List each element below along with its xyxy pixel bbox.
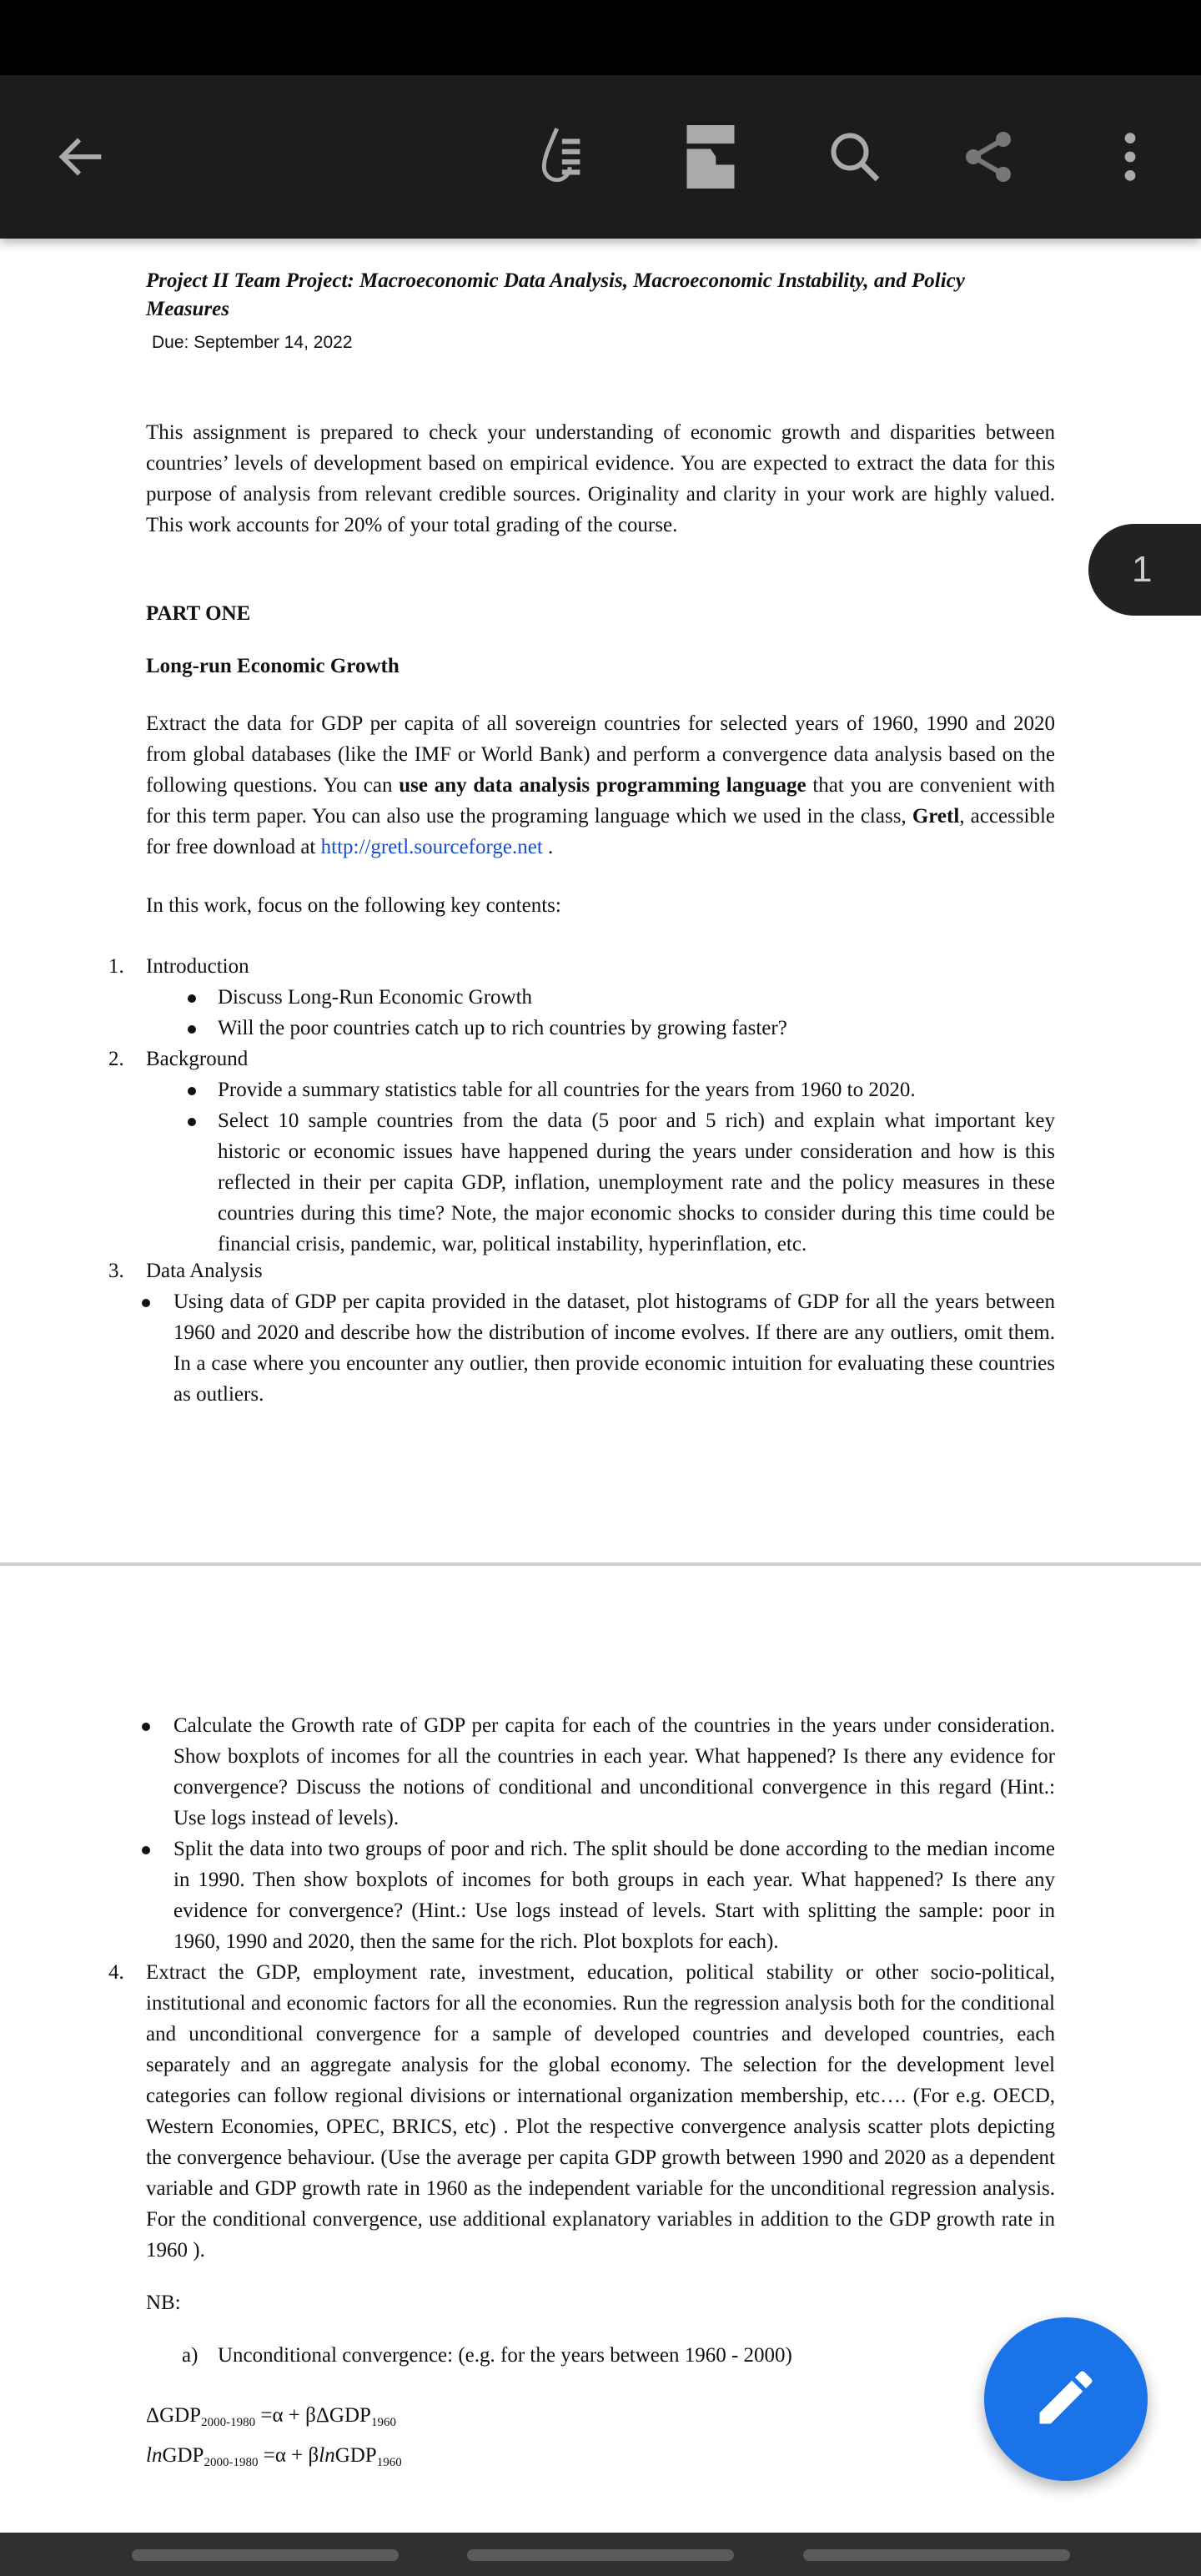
section-heading: Long-run Economic Growth: [146, 655, 399, 677]
page-separator: [0, 1562, 1201, 1566]
part-heading: PART ONE: [146, 602, 251, 625]
nav-pill[interactable]: [803, 2549, 1070, 2561]
equation-log: lnGDP$_{2000-1980}$ =α + βlnGDP$_{1960}$: [146, 2444, 402, 2469]
equation-delta: $\Delta GDP_{2000-1980} =\alpha + \beta\Delta GDP_{1960}$: [146, 2404, 396, 2429]
bullet-icon: [142, 1299, 150, 1307]
list-letter: a): [182, 2344, 198, 2367]
list-bullet: Will the poor countries catch up to rich countries by growing faster?: [218, 1017, 787, 1039]
extract-paragraph: Extract the data for GDP per capita of all sovereign countries for selected years of 1960, 1990 and 2020 from global databases (like the IMF or World Bank) and perform a convergence data analysis based on the following questions. You can use any data analysis programming language that you are convenient with for this term paper. You can also use the programing language which we used in the class, Gretl, accessible for free download at http://gretl.sourceforge.net .: [146, 712, 1055, 858]
bullet-icon: [188, 1087, 196, 1095]
edit-button[interactable]: [984, 2317, 1148, 2481]
list-bullet: Provide a summary statistics table for all countries for the years from 1960 to 2020.: [218, 1079, 916, 1101]
nav-pill[interactable]: [467, 2549, 734, 2561]
due-date: Due: September 14, 2022: [152, 333, 353, 352]
bullet-icon: [142, 1846, 150, 1854]
list-number: 3.: [108, 1260, 124, 1282]
list-number: 1.: [108, 955, 124, 978]
bullet-icon: [188, 1025, 196, 1034]
more-vert-icon[interactable]: [1097, 123, 1163, 190]
edit-pencil-icon: [1031, 2362, 1101, 2437]
list-bullet: Discuss Long-Run Economic Growth: [218, 986, 533, 1009]
unconditional-convergence-text: Unconditional convergence: (e.g. for the years between 1960 - 2000): [218, 2344, 792, 2367]
bullet-icon: [188, 1118, 196, 1126]
status-bar: [0, 0, 1201, 75]
nav-pill[interactable]: [132, 2549, 399, 2561]
toolbar: [0, 75, 1201, 239]
page-layout-icon[interactable]: [677, 123, 744, 190]
list-bullet: Select 10 sample countries from the data (5 poor and 5 rich) and explain what important key historic or economic issues have happened during the years under consideration and how is this reflected in their per capita GDP, inflation, unemployment rate and the policy measures in these countries during this time? Note, the major economic shocks to consider during this time could be financial crisis, pandemic, war, political instability, hyperinflation, etc.: [218, 1109, 1055, 1255]
list-bullet: Split the data into two groups of poor and rich. The split should be done according to the median income in 1990. Then show boxplots of incomes for both groups in each year. What happened? Is there any evidence for convergence? (Hint.: Use logs instead of levels. Start with splitting the sample: poor in 1960, 1990 and 2020, then the same for the rich. Plot boxplots for each).: [173, 1838, 1055, 1953]
system-nav-bar: [0, 2533, 1201, 2576]
bullet-icon: [188, 994, 196, 1003]
intro-paragraph: This assignment is prepared to check your understanding of economic growth and disparities between countries’ levels of development based on empirical evidence. You are expected to extract the data for this purpose of analysis from relevant credible sources. Originality and clarity in your work are highly valued. This work accounts for 20% of your total grading of the course.: [146, 421, 1055, 536]
reading-mode-icon[interactable]: [534, 123, 600, 190]
page-number-badge: 1: [1088, 524, 1201, 616]
share-icon[interactable]: [955, 123, 1022, 190]
search-icon[interactable]: [822, 123, 888, 190]
back-arrow-icon[interactable]: [48, 123, 115, 190]
list-bullet: Calculate the Growth rate of GDP per capita for each of the countries in the years under consideration. Show boxplots of incomes for all the countries in each year. What happened? Is there any evidence for convergence? Discuss the notions of conditional and unconditional convergence in this regard (Hint.: Use logs instead of levels).: [173, 1714, 1055, 1829]
list-number: 2.: [108, 1048, 124, 1070]
nb-label: NB:: [146, 2292, 181, 2314]
list-item-regression: Extract the GDP, employment rate, investment, education, political stability or other socio-political, institutional and economic factors for all the economies. Run the regression analysis both for the conditional and unconditional convergence for a sample of developed countries and developed countries, each separately and an aggregate analysis for the global economy. The selection for the development level categories can follow regional divisions or international organization membership, etc…. (For e.g. OECD, Western Economies, OPEC, BRICS, etc) . Plot the respective convergence analysis scatter plots depicting the convergence behaviour. (Use the average per capita GDP growth between 1990 and 2020 as a dependent variable and GDP growth rate in 1960 as the independent variable for the unconditional regression analysis. For the conditional convergence, use additional explanatory variables in addition to the GDP growth rate in 1960 ).: [146, 1961, 1055, 2262]
list-item-data-analysis: Data Analysis: [146, 1260, 263, 1282]
gretl-link[interactable]: http://gretl.sourceforge.net: [320, 836, 543, 858]
list-number: 4.: [108, 1961, 124, 1984]
list-item-background: Background: [146, 1048, 249, 1070]
list-item-introduction: Introduction: [146, 955, 249, 978]
list-bullet: Using data of GDP per capita provided in the dataset, plot histograms of GDP for all the years between 1960 and 2020 and describe how the distribution of income evolves. If there are any outliers, omit them. In a case where you encounter any outlier, then provide economic intuition for evaluating these countries as outliers.: [173, 1291, 1055, 1406]
doc-title: Project II Team Project: Macroeconomic Data Analysis, Macroeconomic Instability, and Policy Measures: [146, 269, 965, 320]
bullet-icon: [142, 1723, 150, 1731]
focus-text: In this work, focus on the following key contents:: [146, 894, 561, 917]
